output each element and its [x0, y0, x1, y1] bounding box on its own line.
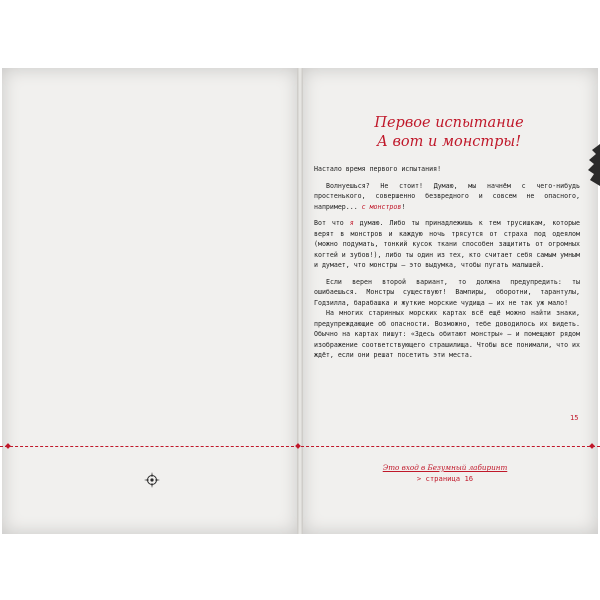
paragraph-3	[314, 218, 580, 271]
paragraph-2-text: Волнуешься? Не стоит! Думаю, мы начнём с чего-нибудь простенького, совершенно безвредного и совсем не опасного, например...	[314, 181, 580, 211]
heading-line-1: Первое испытание	[374, 115, 524, 131]
paragraph-2	[314, 181, 580, 213]
paragraph-1: Настало время первого испытания!	[314, 165, 442, 173]
page-number: 15	[570, 414, 579, 422]
paragraph-5: На многих старинных морских картах всё ещё можно найти знаки, предупреждающие об опасности. Возможно, тебе доводилось их видеть. Обычно на картах пишут: «Здесь обитают монстры» — и помещают рядом изображение соответствующего страшилища. Чтобы все понимали, что их ждёт, если они решат посетить эти места.	[314, 309, 580, 359]
heading-line-2: А вот и монстры!	[376, 134, 522, 150]
paragraph-2-end: !	[401, 202, 406, 211]
compass-ornament-icon	[144, 472, 160, 488]
goto-link[interactable]: Это вход в Безумный лабиринт	[382, 463, 508, 472]
goto-target-page[interactable]: > страница 16	[416, 474, 474, 483]
decorative-edge-icon	[586, 140, 600, 190]
paragraph-3-end: думаю. Либо ты принадлежишь к тем трусишкам, которые верят в монстров и каждую ночь трясутся от страха под одеялом (можно подумать, тонкий кусок ткани способен защитить от огромных когтей и зубов!), либо ты один из тех, кто считает себя самым умным и думает, что монстры — это выдумка, чтобы пугать малышей.	[314, 219, 580, 269]
paragraph-3-emphasis: я	[349, 219, 354, 227]
chapter-heading	[308, 114, 590, 152]
book-gutter	[297, 68, 303, 534]
paragraph-4: Если верен второй вариант, то должна предупредить: ты ошибаешься. Монстры существуют! Вампиры, оборотни, тарантулы, Годзилла, барабашка и жуткие морские чудища — их не так уж мало!	[314, 277, 580, 307]
goto-instruction	[330, 462, 560, 484]
paragraph-3-text: Вот что	[314, 219, 350, 227]
body-text	[314, 164, 580, 361]
paragraph-2-emphasis: с монстров	[361, 202, 402, 211]
left-page	[2, 68, 298, 534]
